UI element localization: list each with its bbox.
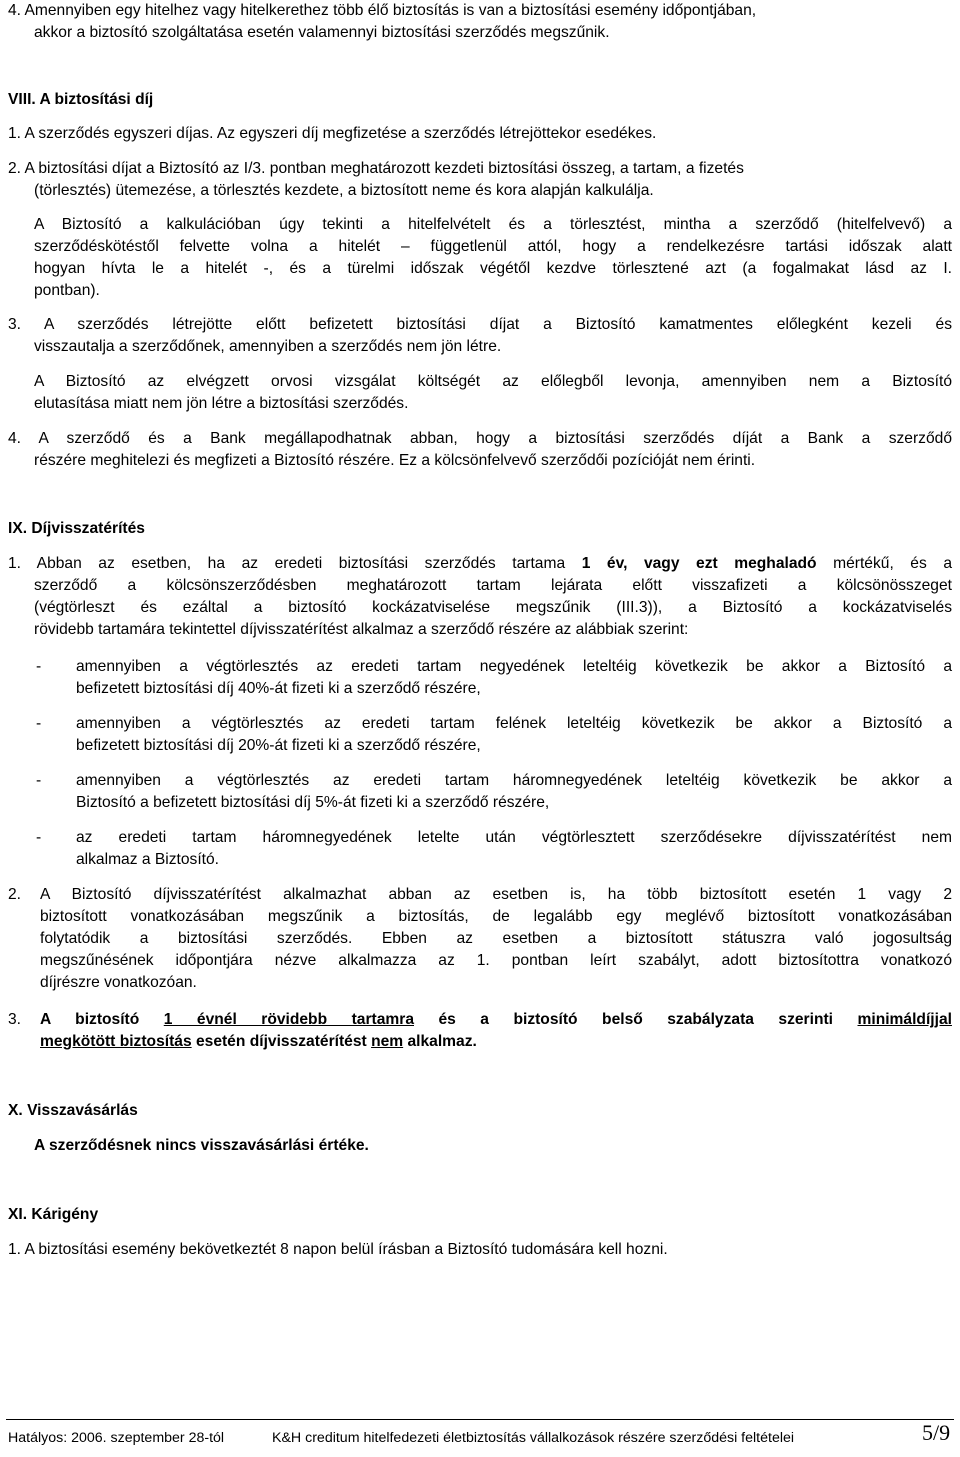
bullet-dash: -: [36, 829, 42, 846]
footer-effective-date: Hatályos: 2006. szeptember 28-tól: [8, 1430, 225, 1446]
paragraph-line: folytatódik a biztosítási szerződés. Ebben az esetben a biztosított státuszra való jogosultság: [40, 930, 952, 947]
paragraph-line: szerződéskötéstől felvette volna a hitelét – függetlenül attól, hogy a rendelkezésre tartási időszak alatt: [34, 238, 952, 255]
bullet-line: amennyiben a végtörlesztés az eredeti tartam háromnegyedének leteltéig következik be akkor a: [76, 772, 952, 789]
footer-divider: [6, 1419, 954, 1420]
paragraph-line: A Biztosító az elvégzett orvosi vizsgálat költségét az előlegből levonja, amennyiben nem a Biztosító: [34, 373, 952, 390]
emphasis-text: 1 év, vagy ezt meghaladó: [581, 555, 817, 572]
paragraph-line: 1. A szerződés egyszeri díjas. Az egyszeri díj megfizetése a szerződés létrejöttekor esedékes.: [8, 125, 657, 142]
paragraph-line: rövidebb tartamára tekintettel díjvisszatérítést alkalmaz a szerződő részére az alábbiak szerint:: [34, 621, 689, 638]
bullet-dash: -: [36, 658, 42, 675]
bullet-line: alkalmaz a Biztosító.: [76, 851, 220, 868]
text-run: esetén díjvisszatérítést: [195, 1033, 367, 1050]
underlined-text: megkötött biztosítás: [40, 1033, 192, 1050]
section-heading: XI. Kárigény: [8, 1206, 99, 1223]
footer-document-title: K&H creditum hitelfedezeti életbiztosítás vállalkozások részére szerződési feltételei: [272, 1430, 795, 1446]
paragraph-line: 4. Amennyiben egy hitelhez vagy hitelkerethez több élő biztosítás is van a biztosítási esemény időpontjában,: [8, 2, 757, 19]
bullet-line: Biztosító a befizetett biztosítási díj 5%-át fizeti ki a szerződő részére,: [76, 794, 550, 811]
bullet-line: amennyiben a végtörlesztés az eredeti tartam negyedének leteltéig következik be akkor a Biztosító a: [76, 658, 952, 675]
paragraph-line: [40, 1009, 952, 1031]
text-run: 1. Abban az esetben, ha az eredeti biztosítási szerződés tartama: [8, 555, 566, 572]
paragraph-line: szerződő a kölcsönszerződésben meghatározott tartam lejárata előtt visszafizeti a kölcsönösszeget: [34, 577, 952, 594]
paragraph-line: 1. A biztosítási esemény bekövetkeztét 8 napon belül írásban a Biztosító tudomására kell hozni.: [8, 1241, 668, 1258]
paragraph-line: visszautalja a szerződőnek, amennyiben a szerződés nem jön létre.: [34, 338, 502, 355]
section-heading: X. Visszavásárlás: [8, 1102, 138, 1119]
list-number: 2.: [8, 886, 22, 903]
paragraph-line: pontban).: [34, 282, 100, 299]
underlined-text: nem: [371, 1033, 404, 1050]
paragraph-line: (végtörleszt és ezáltal a biztosító kockázatviselése megszűnik (III.3)), a Biztosító a kockázatviselés: [34, 599, 952, 616]
paragraph-line: részére meghitelezi és megfizeti a Biztosító részére. Ez a kölcsönfelvevő szerződői pozícióját nem érinti.: [34, 452, 756, 469]
bullet-dash: -: [36, 715, 42, 732]
page-number: 5/9: [922, 1420, 951, 1445]
paragraph-line: A szerződésnek nincs visszavásárlási értéke.: [34, 1137, 369, 1154]
section-heading: IX. Díjvisszatérítés: [8, 520, 145, 537]
bullet-dash: -: [36, 772, 42, 789]
paragraph-line: díjrészre vonatkozóan.: [40, 974, 197, 991]
paragraph-line: A Biztosító díjvisszatérítést alkalmazhat abban az esetben is, ha több biztosított esetén 1 vagy 2: [40, 886, 952, 903]
paragraph-line: (törlesztés) ütemezése, a törlesztés kezdete, a biztosított neme és kora alapján kalkulálja.: [34, 182, 654, 199]
paragraph-line: biztosított vonatkozásában megszűnik a biztosítás, de legalább egy meglévő biztosított vonatkozásában: [40, 908, 952, 925]
paragraph-line: 2. A biztosítási díjat a Biztosító az I/3. pontban meghatározott kezdeti biztosítási összeg, a tartam, a fizetés: [8, 160, 744, 177]
text-run: mértékű, és a: [833, 555, 952, 572]
paragraph-line: [40, 1031, 477, 1053]
paragraph-line: elutasítása miatt nem jön létre a biztosítási szerződés.: [34, 395, 409, 412]
underlined-text: minimáldíjjal: [857, 1011, 952, 1028]
paragraph-line: A Biztosító a kalkulációban úgy tekinti a hitelfelvételt és a törlesztést, mintha a szerződő (hitelfelvevő) a: [34, 216, 952, 233]
text-run: alkalmaz.: [407, 1033, 477, 1050]
bullet-line: befizetett biztosítási díj 20%-át fizeti ki a szerződő részére,: [76, 737, 481, 754]
paragraph-line: akkor a biztosító szolgáltatása esetén valamennyi biztosítási szerződés megszűnik.: [34, 24, 610, 41]
section-heading: VIII. A biztosítási díj: [8, 91, 154, 108]
paragraph-line: 4. A szerződő és a Bank megállapodhatnak abban, hogy a biztosítási szerződés díját a Bank a szerződő: [8, 430, 952, 447]
bullet-line: az eredeti tartam háromnegyedének letelte után végtörlesztett szerződésekre díjvisszatérítést nem: [76, 829, 952, 846]
paragraph-line: [8, 553, 952, 575]
list-number: 3.: [8, 1011, 22, 1028]
text-run: és a biztosító belső szabályzata szerinti: [438, 1011, 834, 1028]
paragraph-line: hogyan hívta le a hitelét -, és a türelmi időszak végétől kezdve törlesztené azt (a fogalmakat lásd az I.: [34, 260, 952, 277]
bullet-line: amennyiben a végtörlesztés az eredeti tartam felének leteltéig következik be akkor a Biztosító a: [76, 715, 952, 732]
bullet-line: befizetett biztosítási díj 40%-át fizeti ki a szerződő részére,: [76, 680, 481, 697]
underlined-text: 1 évnél rövidebb tartamra: [163, 1011, 414, 1028]
text-run: A biztosító: [40, 1011, 140, 1028]
paragraph-line: 3. A szerződés létrejötte előtt befizetett biztosítási díjat a Biztosító kamatmentes előlegként kezeli és: [8, 316, 952, 333]
paragraph-line: megszűnésének időpontjára nézve alkalmazza az 1. pontban leírt szabályt, adott biztosítottra vonatkozó: [40, 952, 952, 969]
